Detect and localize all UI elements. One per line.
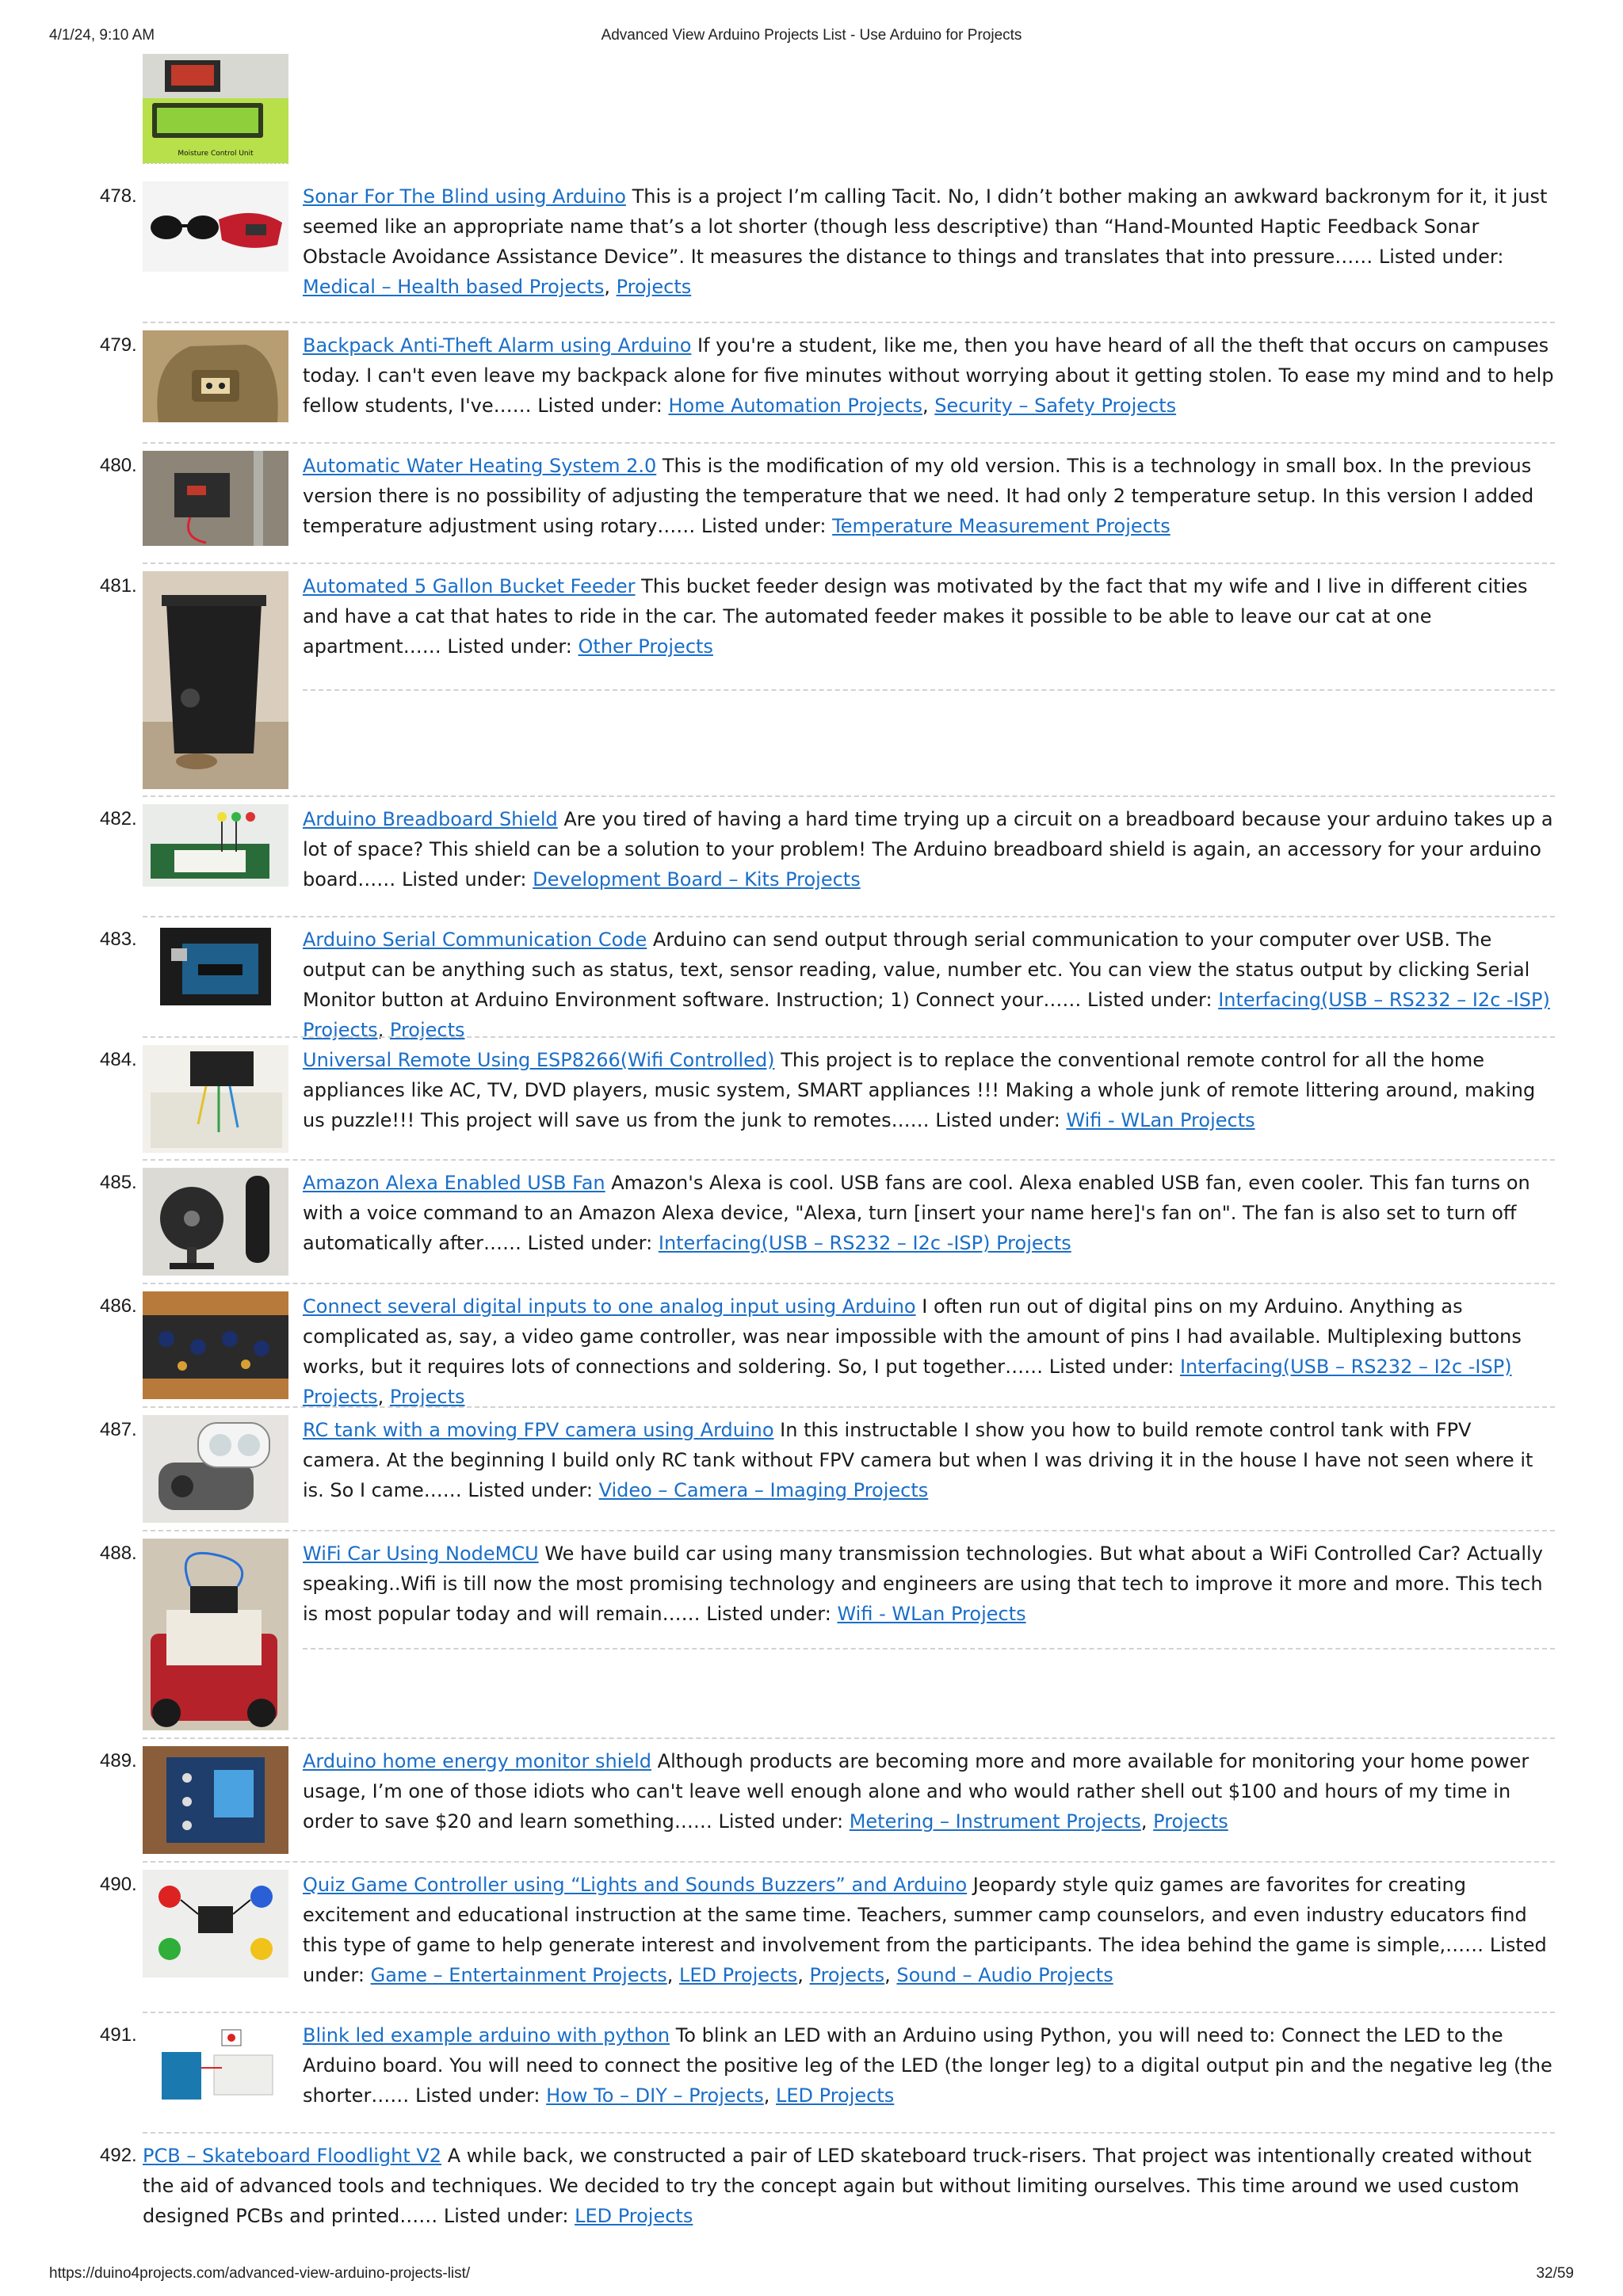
document-title: Advanced View Arduino Projects List - Use Arduino for Projects <box>601 27 1022 44</box>
listed-under-label: Listed under: <box>706 1603 831 1625</box>
thumbnail-alexa-usb-fan[interactable] <box>143 1168 288 1276</box>
project-description: In this instructable I show you how to build remote control tank with FPV camera. At the beginning I build only RC tank without FPV camera but when I was driving it in the house I have not seen where it is. So I came…… <box>303 1419 1533 1501</box>
entry-body: Backpack Anti-Theft Alarm using Arduino If you're a student, like me, then you have heard of all the theft that occurs on campuses today. I can't even leave my backpack alone for five minutes without worrying about it getting stolen. To ease my mind and to help fellow students, I've…… Listed under: Home Automation Projects, Security – Safety Projects <box>303 334 1554 417</box>
project-title-link[interactable]: Blink led example arduino with python <box>303 2024 670 2046</box>
entry-number: 484. <box>100 1049 137 1070</box>
category-link[interactable]: Game – Entertainment Projects <box>370 1964 667 1986</box>
project-description: This project is to replace the conventional remote control for all the home appliances like AC, TV, DVD players, music system, SMART appliances !!! Making a whole junk of remote littering around, making us puzzle!!! This project will save us from the junk to remotes…… <box>303 1049 1536 1131</box>
project-title-link[interactable]: WiFi Car Using NodeMCU <box>303 1543 539 1565</box>
project-title-link[interactable]: Arduino Serial Communication Code <box>303 929 647 951</box>
listed-under-label: Listed under: <box>414 2084 540 2107</box>
project-description: Although products are becoming more and more available for monitoring your home power usage, I’m one of those idiots who can't leave well enough alone and who would rather shell out $100 and hours of my time in order to save $20 and learn something…… <box>303 1750 1529 1833</box>
entry-body: Sonar For The Blind using Arduino This is a project I’m calling Tacit. No, I didn’t bother making an awkward backronym for it, it just seemed like an appropriate name that’s a lot shorter (though less descriptive) than “Hand-Mounted Haptic Feedback Sonar Obstacle Avoidance Assistance Device”. It measures the distance to things and translates that into pressure…… Listed under: Medical – Health based Projects, Projects <box>303 185 1548 298</box>
thumbnail-blink-led-python[interactable] <box>143 2020 288 2109</box>
listed-under-label: Listed under: <box>1048 1356 1174 1378</box>
print-timestamp: 4/1/24, 9:10 AM <box>49 27 155 44</box>
entry-divider <box>143 1159 1555 1161</box>
thumbnail-esp8266-remote[interactable] <box>143 1045 288 1153</box>
category-link[interactable]: Projects <box>616 276 692 298</box>
category-link[interactable]: Home Automation Projects <box>668 395 923 417</box>
entry-divider <box>143 322 1555 323</box>
project-title-link[interactable]: Arduino Breadboard Shield <box>303 808 558 830</box>
listed-under-label: Listed under: <box>401 868 527 891</box>
entry-body <box>303 1415 1555 1505</box>
entry-divider <box>143 1036 1555 1038</box>
listed-under-label: Listed under: <box>1378 246 1504 268</box>
category-link[interactable]: Projects <box>389 1386 465 1408</box>
listed-under-label: Listed under: <box>303 1934 1547 1986</box>
entry-body <box>303 451 1555 541</box>
listed-under-label: Listed under: <box>718 1810 844 1833</box>
category-link[interactable]: Projects <box>809 1964 885 1986</box>
category-link[interactable]: Sound – Audio Projects <box>896 1964 1113 1986</box>
project-title-link[interactable]: Automated 5 Gallon Bucket Feeder <box>303 575 636 597</box>
entry-body: Quiz Game Controller using “Lights and Sounds Buzzers” and Arduino Jeopardy style quiz games are favorites for creating excitement and educational instruction at the same time. Teachers, summer camp counselors, and even industry educators find this type of game to help generate interest and involvement from the participants. The idea behind the game is simple,…… Listed under: Game – Entertainment Projects, LED Projects, Projects, Sound – Audio Projects <box>303 1874 1547 1986</box>
project-thumbnail-moisture-control <box>143 54 288 164</box>
thumbnail-water-heater-box[interactable] <box>143 451 288 546</box>
project-description: If you're a student, like me, then you have heard of all the theft that occurs on campuses today. I can't even leave my backpack alone for five minutes without worrying about it getting stolen. To ease my mind and to help fellow students, I've…… <box>303 334 1554 417</box>
entry-number: 480. <box>100 455 137 476</box>
entry-divider <box>303 689 1555 691</box>
page-url: https://duino4projects.com/advanced-view-arduino-projects-list/ <box>49 2265 471 2282</box>
entry-body <box>303 1168 1555 1258</box>
category-link[interactable]: LED Projects <box>776 2084 895 2107</box>
entry-number: 482. <box>100 808 137 830</box>
entry-body <box>303 1539 1555 1629</box>
entry-divider <box>143 2012 1555 2013</box>
entry-divider <box>143 1283 1555 1284</box>
thumbnail-caption: Moisture Control Unit <box>178 150 254 158</box>
project-description: Amazon's Alexa is cool. USB fans are cool. Alexa enabled USB fan, even cooler. This fan turns on with a voice command to an Amazon Alexa device, "Alexa, turn [insert your name here]'s fan on". The fan is also set to turn off automatically after…… <box>303 1172 1530 1254</box>
entry-divider <box>143 1861 1555 1863</box>
entry-body <box>303 1045 1555 1135</box>
project-title-link[interactable]: RC tank with a moving FPV camera using Arduino <box>303 1419 774 1441</box>
thumbnail-digital-inputs-analog[interactable] <box>143 1291 288 1399</box>
entry-number: 487. <box>100 1419 137 1440</box>
thumbnail-backpack[interactable] <box>143 330 288 422</box>
category-link[interactable]: Security – Safety Projects <box>934 395 1177 417</box>
listed-under-label: Listed under: <box>537 395 663 417</box>
entry-number: 492. <box>100 2145 137 2166</box>
category-link[interactable]: Temperature Measurement Projects <box>832 515 1170 537</box>
listed-under-label: Listed under: <box>468 1479 593 1501</box>
entry-body <box>143 2141 1555 2231</box>
category-link[interactable]: Development Board – Kits Projects <box>533 868 861 891</box>
entry-body <box>303 804 1555 894</box>
entry-divider <box>143 916 1555 917</box>
project-title-link[interactable]: Backpack Anti-Theft Alarm using Arduino <box>303 334 692 357</box>
project-title-link[interactable]: Automatic Water Heating System 2.0 <box>303 455 657 477</box>
entry-divider <box>143 2132 1555 2134</box>
entry-divider <box>143 563 1555 564</box>
project-title-link[interactable]: Quiz Game Controller using “Lights and Sounds Buzzers” and Arduino <box>303 1874 968 1896</box>
entry-number: 485. <box>100 1172 137 1193</box>
thumbnail-bucket-feeder[interactable] <box>143 571 288 789</box>
entry-divider <box>143 1530 1555 1531</box>
category-link[interactable]: Other Projects <box>578 635 713 658</box>
listed-under-label: Listed under: <box>701 515 827 537</box>
thumbnail-quiz-buzzers[interactable] <box>143 1870 288 1978</box>
listed-under-label: Listed under: <box>443 2205 569 2227</box>
thumbnail-wifi-car-nodemcu[interactable] <box>143 1539 288 1730</box>
project-title-link[interactable]: Sonar For The Blind using Arduino <box>303 185 626 208</box>
project-title-link[interactable]: PCB – Skateboard Floodlight V2 <box>143 2145 442 2167</box>
project-title-link[interactable]: Connect several digital inputs to one analog input using Arduino <box>303 1295 916 1318</box>
project-description: This is the modification of my old version. This is a technology in small box. In the previous version there is no possibility of adjusting the temperature that we need. It had only 2 temperature setup. In this version I added temperature adjustment using rotary…… <box>303 455 1534 537</box>
category-link[interactable]: Projects <box>1153 1810 1228 1833</box>
project-description: This bucket feeder design was motivated by the fact that my wife and I live in different cities and have a cat that hates to ride in the car. The automated feeder makes it possible to be able to leave our cat at one apartment…… <box>303 575 1528 658</box>
entry-number: 490. <box>100 1874 137 1895</box>
project-description: This is a project I’m calling Tacit. No, I didn’t bother making an awkward backronym for it, it just seemed like an appropriate name that’s a lot shorter (though less descriptive) than “Hand-Mounted Haptic Feedback Sonar Obstacle Avoidance Assistance Device”. It measures the distance to things and translates that into pressure…… <box>303 185 1548 268</box>
entry-divider <box>143 442 1555 444</box>
entry-body: Arduino home energy monitor shield Although products are becoming more and more available for monitoring your home power usage, I’m one of those idiots who can't leave well enough alone and who would rather shell out $100 and hours of my time in order to save $20 and learn something…… Listed under: Metering – Instrument Projects, Projects <box>303 1750 1529 1833</box>
project-description: I often run out of digital pins on my Arduino. Anything as complicated as, say, a video game controller, was near impossible with the amount of pins I had available. Multiplexing buttons works, but it requires lots of connections and soldering. So, I put together…… <box>303 1295 1522 1378</box>
entry-number: 479. <box>100 334 137 356</box>
entry-body: Arduino Serial Communication Code Arduino can send output through serial communication to your computer over USB. The output can be anything such as status, text, sensor reading, value, number etc. You can view the status output by clicking Serial Monitor button at Arduino Environment software. Instruction; 1) Connect your…… Listed under: Interfacing(USB – RS232 – I2c -ISP) Projects, Projects <box>303 929 1550 1041</box>
entry-body: Blink led example arduino with python To blink an LED with an Arduino using Python, you will need to: Connect the LED to the Arduino board. You will need to connect the positive leg of the LED (the longer leg) to a digital output pin and the negative leg (the shorter…… Listed under: How To – DIY – Projects, LED Projects <box>303 2024 1552 2107</box>
entry-divider <box>303 1648 1555 1650</box>
entry-body: Connect several digital inputs to one analog input using Arduino I often run out of digital pins on my Arduino. Anything as complicated as, say, a video game controller, was near impossible with the amount of pins I had available. Multiplexing buttons works, but it requires lots of connections and soldering. So, I put together…… Listed under: Interfacing(USB – RS232 – I2c -ISP) Projects, Projects <box>303 1295 1522 1408</box>
entry-number: 486. <box>100 1295 137 1317</box>
entry-divider <box>143 795 1555 797</box>
project-description: We have build car using many transmission technologies. But what about a WiFi Controlled Car? Actually speaking..Wifi is till now the most promising technology and engineers are using that tech to improve it more and more. This tech is most popular today and will remain…… <box>303 1543 1543 1625</box>
entry-number: 489. <box>100 1750 137 1772</box>
project-title-link[interactable]: Arduino home energy monitor shield <box>303 1750 652 1772</box>
project-description: Arduino can send output through serial communication to your computer over USB. The output can be anything such as status, text, sensor reading, value, number etc. You can view the status output by clicking Serial Monitor button at Arduino Environment software. Instruction; 1) Connect your…… <box>303 929 1530 1011</box>
listed-under-label: Listed under: <box>447 635 572 658</box>
entry-number: 488. <box>100 1543 137 1564</box>
category-link[interactable]: Interfacing(USB – RS232 – I2c -ISP) Projects <box>658 1232 1071 1254</box>
category-link[interactable]: How To – DIY – Projects <box>546 2084 764 2107</box>
thumbnail-rc-tank-fpv[interactable] <box>143 1415 288 1523</box>
category-link[interactable]: Metering – Instrument Projects <box>849 1810 1141 1833</box>
category-link[interactable]: LED Projects <box>575 2205 693 2227</box>
project-title-link[interactable]: Amazon Alexa Enabled USB Fan <box>303 1172 605 1194</box>
entry-body <box>303 571 1555 662</box>
category-link[interactable]: Interfacing(USB – RS232 – I2c -ISP) Projects <box>303 989 1550 1041</box>
project-description: Are you tired of having a hard time trying up a circuit on a breadboard because your arduino takes up a lot of space? This shield can be a solution to your problem! The Arduino breadboard shield is again, an accessory for your arduino board…… <box>303 808 1553 891</box>
category-link[interactable]: Interfacing(USB – RS232 – I2c -ISP) Projects <box>303 1356 1512 1408</box>
category-link[interactable]: Video – Camera – Imaging Projects <box>598 1479 929 1501</box>
category-link[interactable]: Wifi - WLan Projects <box>1066 1109 1255 1131</box>
thumbnail-energy-monitor-shield[interactable] <box>143 1746 288 1854</box>
entry-number: 478. <box>100 185 137 207</box>
listed-under-label: Listed under: <box>1087 989 1212 1011</box>
category-link[interactable]: Projects <box>389 1019 465 1041</box>
listed-under-label: Listed under: <box>935 1109 1060 1131</box>
thumbnail-sunglasses-device[interactable] <box>143 181 288 272</box>
project-description: A while back, we constructed a pair of LED skateboard truck-risers. That project was intentionally created without the aid of advanced tools and techniques. We decided to try the concept again but without limiting ourselves. This time around we used custom designed PCBs and printed…… <box>143 2145 1532 2227</box>
entry-number: 491. <box>100 2024 137 2046</box>
entry-number: 483. <box>100 929 137 950</box>
category-link[interactable]: Wifi - WLan Projects <box>837 1603 1026 1625</box>
entry-divider <box>143 1406 1555 1408</box>
listed-under-label: Listed under: <box>527 1232 653 1254</box>
entry-number: 481. <box>100 575 137 597</box>
project-title-link[interactable]: Universal Remote Using ESP8266(Wifi Controlled) <box>303 1049 775 1071</box>
entry-divider <box>143 1737 1555 1739</box>
page-number: 32/59 <box>1536 2265 1574 2282</box>
project-description: Jeopardy style quiz games are favorites for creating excitement and educational instruction at the same time. Teachers, summer camp counselors, and even industry educators find this type of game to help generate interest and involvement from the participants. The idea behind the game is simple,…… <box>303 1874 1527 1956</box>
project-description: To blink an LED with an Arduino using Python, you will need to: Connect the LED to the Arduino board. You will need to connect the positive leg of the LED (the longer leg) to a digital output pin and the negative leg (the shorter…… <box>303 2024 1552 2107</box>
thumbnail-breadboard-shield[interactable] <box>143 804 288 887</box>
category-link[interactable]: LED Projects <box>679 1964 798 1986</box>
thumbnail-arduino-serial[interactable] <box>143 925 288 1009</box>
category-link[interactable]: Medical – Health based Projects <box>303 276 605 298</box>
